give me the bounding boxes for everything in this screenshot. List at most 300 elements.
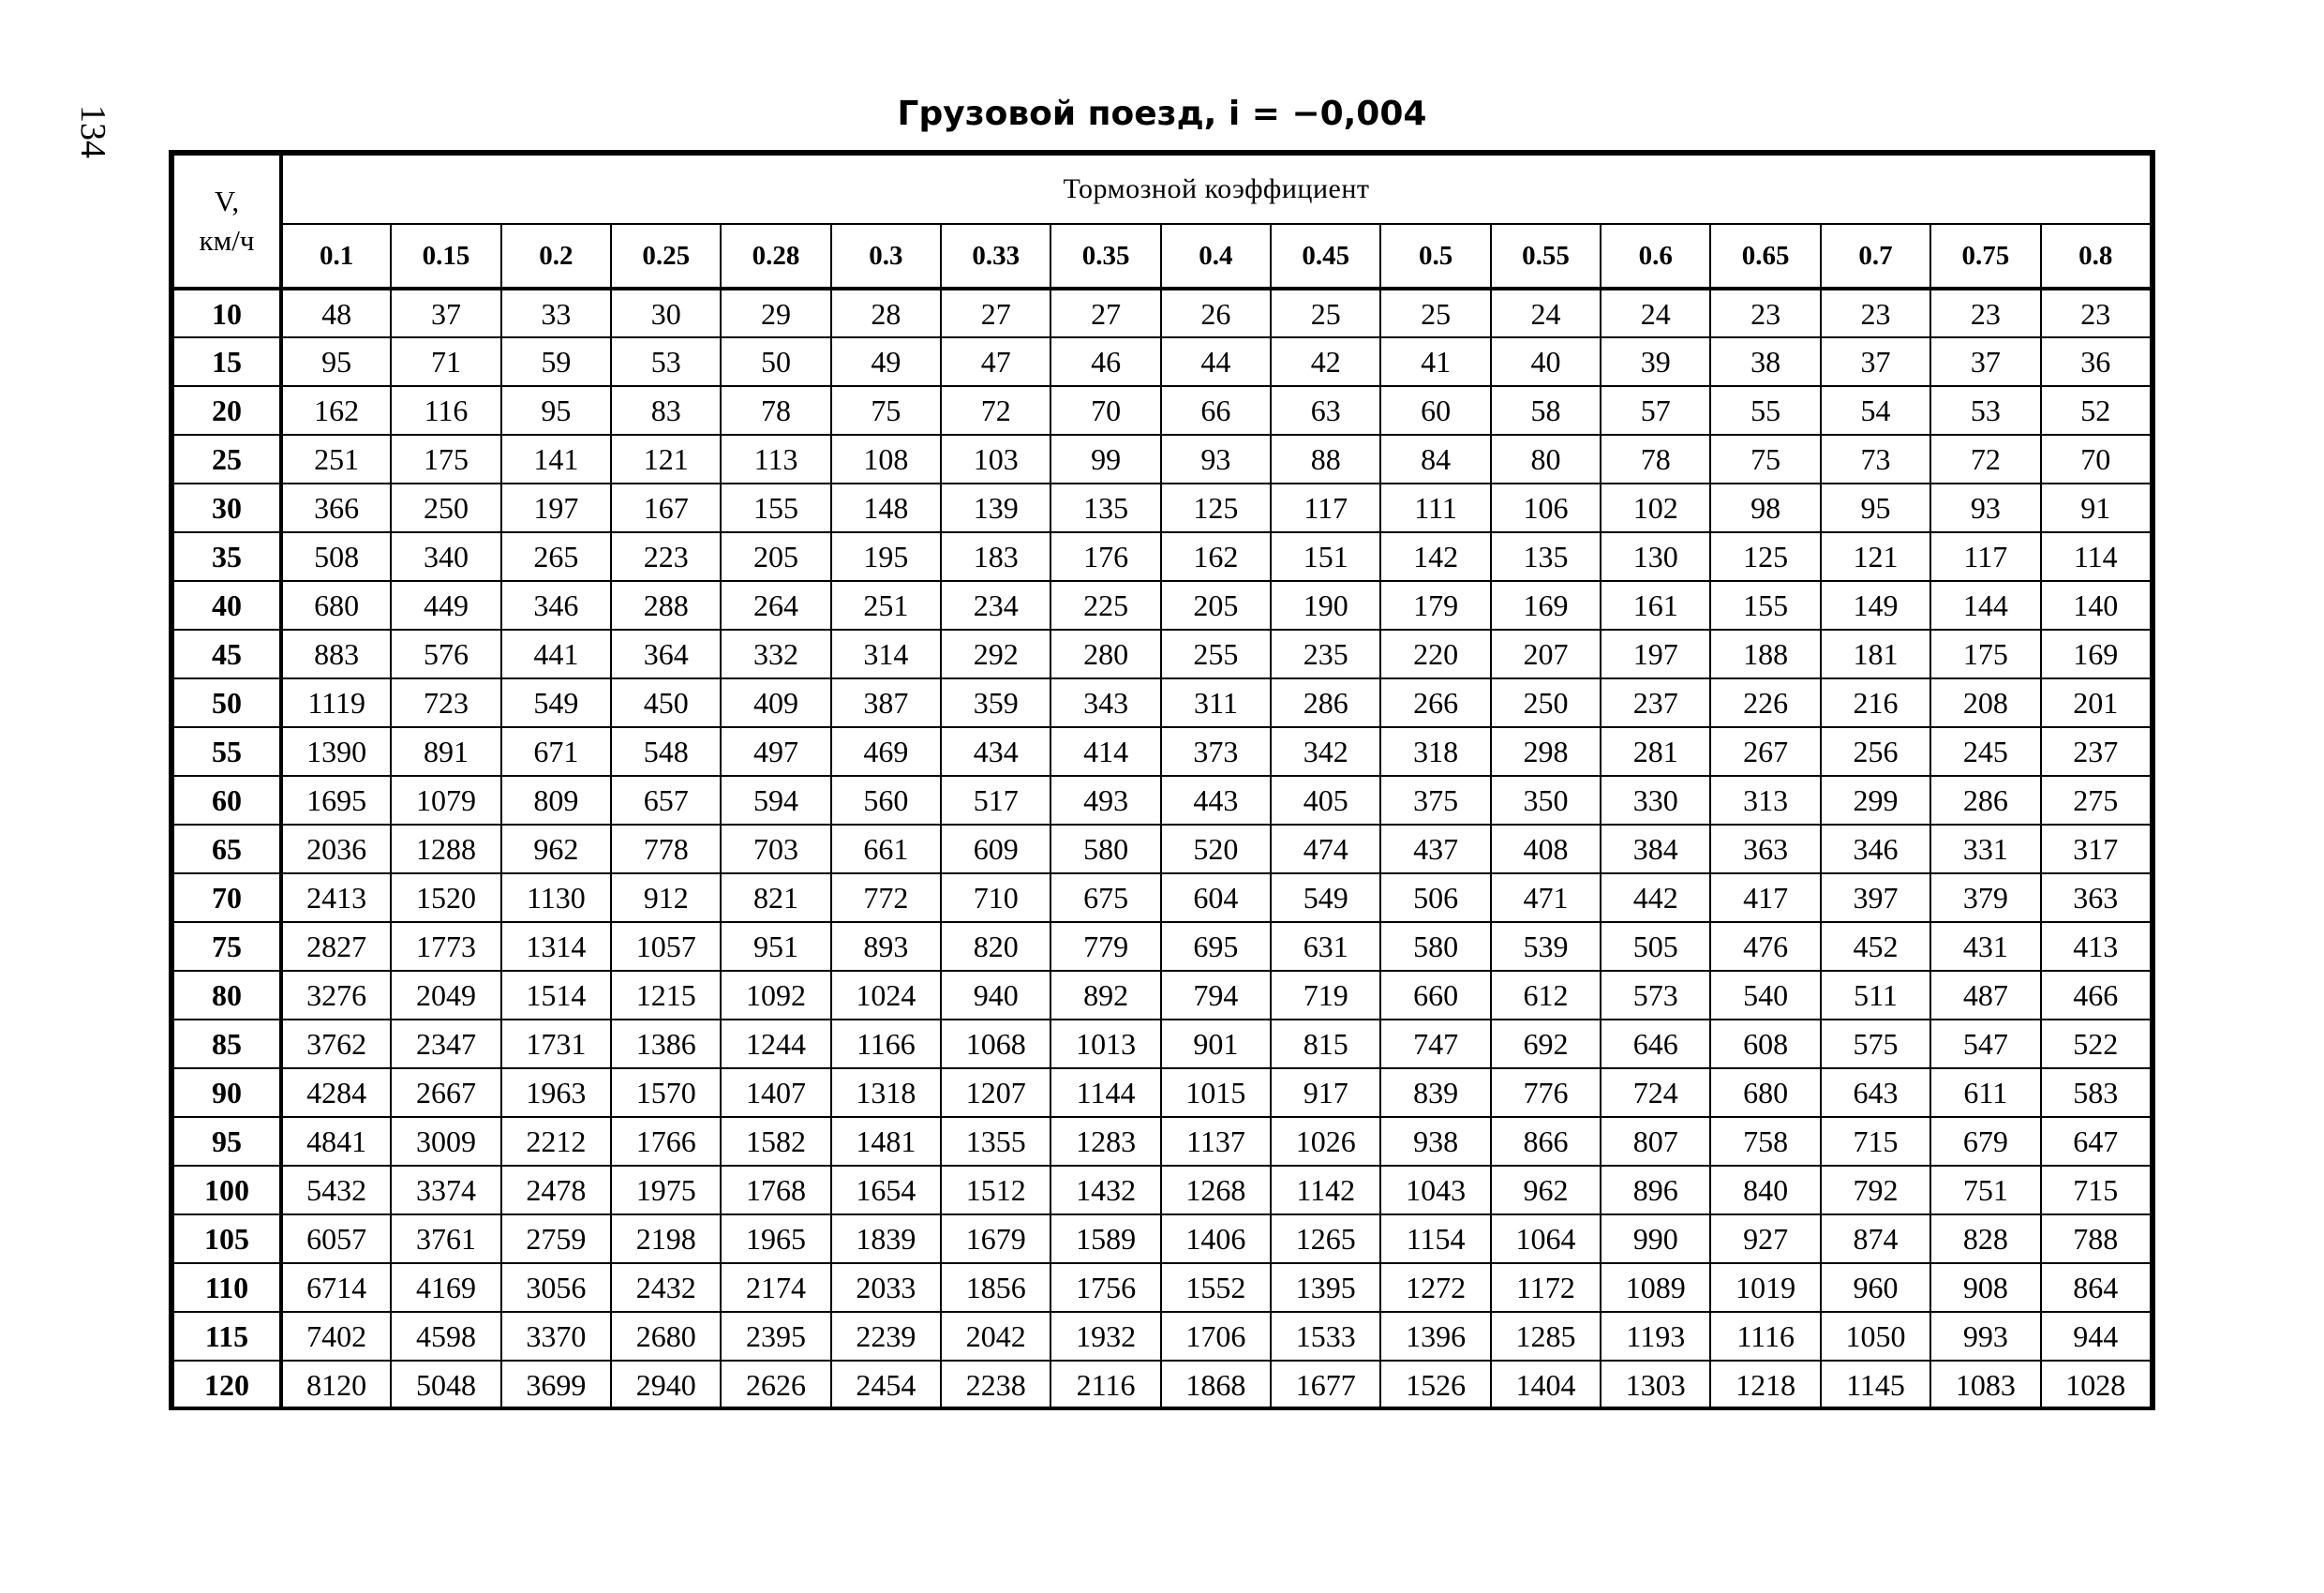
value-cell: 1268 (1161, 1166, 1271, 1214)
value-cell: 540 (1710, 971, 1820, 1020)
value-cell: 710 (941, 873, 1050, 922)
value-cell: 539 (1491, 922, 1601, 971)
value-cell: 318 (1380, 727, 1490, 776)
value-cell: 431 (1930, 922, 2040, 971)
value-cell: 179 (1380, 581, 1490, 630)
value-cell: 1068 (941, 1020, 1050, 1068)
value-cell: 24 (1601, 289, 1710, 337)
value-cell: 281 (1601, 727, 1710, 776)
value-cell: 778 (611, 825, 721, 873)
value-cell: 286 (1930, 776, 2040, 825)
value-cell: 1520 (391, 873, 500, 922)
value-cell: 1130 (501, 873, 611, 922)
value-cell: 1432 (1050, 1166, 1160, 1214)
value-cell: 142 (1380, 532, 1490, 581)
value-cell: 114 (2041, 532, 2152, 581)
page-title: Грузовой поезд, i = −0,004 (897, 95, 1427, 133)
value-cell: 508 (281, 532, 391, 581)
table-row (173, 484, 2151, 532)
value-cell: 375 (1380, 776, 1490, 825)
value-cell: 864 (2041, 1263, 2152, 1312)
value-cell: 901 (1161, 1020, 1271, 1068)
value-cell: 183 (941, 532, 1050, 581)
value-cell: 2432 (611, 1263, 721, 1312)
value-cell: 266 (1380, 678, 1490, 727)
value-cell: 409 (721, 678, 830, 727)
value-cell: 821 (721, 873, 830, 922)
coefficient-header: 0.1 (281, 224, 391, 289)
value-cell: 108 (831, 435, 941, 484)
value-cell: 75 (1710, 435, 1820, 484)
coefficient-header: 0.33 (941, 224, 1050, 289)
value-cell: 506 (1380, 873, 1490, 922)
value-cell: 1533 (1271, 1312, 1380, 1361)
coefficient-header: 0.5 (1380, 224, 1490, 289)
value-cell: 962 (1491, 1166, 1601, 1214)
value-cell: 55 (1710, 386, 1820, 435)
value-cell: 267 (1710, 727, 1820, 776)
value-cell: 1142 (1271, 1166, 1380, 1214)
value-cell: 95 (281, 337, 391, 386)
value-cell: 237 (1601, 678, 1710, 727)
table-row (173, 873, 2151, 922)
value-cell: 5432 (281, 1166, 391, 1214)
value-cell: 1013 (1050, 1020, 1160, 1068)
coefficient-header: 0.55 (1491, 224, 1601, 289)
value-cell: 443 (1161, 776, 1271, 825)
value-cell: 549 (1271, 873, 1380, 922)
value-cell: 807 (1601, 1117, 1710, 1166)
value-cell: 1145 (1821, 1361, 1930, 1409)
table-row (173, 630, 2151, 678)
value-cell: 5048 (391, 1361, 500, 1409)
value-cell: 1166 (831, 1020, 941, 1068)
value-cell: 149 (1821, 581, 1930, 630)
value-cell: 298 (1491, 727, 1601, 776)
value-cell: 72 (941, 386, 1050, 435)
value-cell: 840 (1710, 1166, 1820, 1214)
value-cell: 2454 (831, 1361, 941, 1409)
value-cell: 1766 (611, 1117, 721, 1166)
value-cell: 28 (831, 289, 941, 337)
table-header (173, 155, 2151, 289)
value-cell: 715 (1821, 1117, 1930, 1166)
value-cell: 908 (1930, 1263, 2040, 1312)
value-cell: 441 (501, 630, 611, 678)
coefficient-header: 0.6 (1601, 224, 1710, 289)
table-row (173, 386, 2151, 435)
value-cell: 1050 (1821, 1312, 1930, 1361)
value-cell: 437 (1380, 825, 1490, 873)
value-cell: 50 (721, 337, 830, 386)
value-cell: 53 (611, 337, 721, 386)
value-cell: 23 (2041, 289, 2152, 337)
value-cell: 113 (721, 435, 830, 484)
value-cell: 1172 (1491, 1263, 1601, 1312)
value-cell: 1932 (1050, 1312, 1160, 1361)
value-cell: 256 (1821, 727, 1930, 776)
value-cell: 452 (1821, 922, 1930, 971)
value-cell: 2116 (1050, 1361, 1160, 1409)
value-cell: 1355 (941, 1117, 1050, 1166)
value-cell: 3761 (391, 1214, 500, 1263)
value-cell: 181 (1821, 630, 1930, 678)
value-cell: 3699 (501, 1361, 611, 1409)
speed-cell: 70 (173, 873, 281, 922)
value-cell: 1756 (1050, 1263, 1160, 1312)
value-cell: 1407 (721, 1068, 830, 1117)
value-cell: 794 (1161, 971, 1271, 1020)
value-cell: 41 (1380, 337, 1490, 386)
value-cell: 207 (1491, 630, 1601, 678)
value-cell: 37 (1821, 337, 1930, 386)
value-cell: 1288 (391, 825, 500, 873)
value-cell: 265 (501, 532, 611, 581)
value-cell: 944 (2041, 1312, 2152, 1361)
value-cell: 286 (1271, 678, 1380, 727)
value-cell: 779 (1050, 922, 1160, 971)
table-row (173, 1117, 2151, 1166)
value-cell: 938 (1380, 1117, 1490, 1166)
value-cell: 313 (1710, 776, 1820, 825)
value-cell: 2395 (721, 1312, 830, 1361)
value-cell: 208 (1930, 678, 2040, 727)
value-cell: 98 (1710, 484, 1820, 532)
value-cell: 1706 (1161, 1312, 1271, 1361)
speed-cell: 120 (173, 1361, 281, 1409)
coefficient-header: 0.35 (1050, 224, 1160, 289)
value-cell: 912 (611, 873, 721, 922)
value-cell: 42 (1271, 337, 1380, 386)
value-cell: 497 (721, 727, 830, 776)
value-cell: 3276 (281, 971, 391, 1020)
value-cell: 44 (1161, 337, 1271, 386)
table-row (173, 1312, 2151, 1361)
value-cell: 1582 (721, 1117, 830, 1166)
table-row (173, 776, 2151, 825)
speed-cell: 95 (173, 1117, 281, 1166)
value-cell: 176 (1050, 532, 1160, 581)
value-cell: 1079 (391, 776, 500, 825)
value-cell: 117 (1271, 484, 1380, 532)
value-cell: 548 (611, 727, 721, 776)
value-cell: 275 (2041, 776, 2152, 825)
braking-distance-table (172, 154, 2152, 1410)
value-cell: 1318 (831, 1068, 941, 1117)
value-cell: 37 (1930, 337, 2040, 386)
value-cell: 723 (391, 678, 500, 727)
value-cell: 280 (1050, 630, 1160, 678)
value-cell: 70 (1050, 386, 1160, 435)
value-cell: 162 (281, 386, 391, 435)
value-cell: 927 (1710, 1214, 1820, 1263)
value-cell: 520 (1161, 825, 1271, 873)
value-cell: 583 (2041, 1068, 2152, 1117)
value-cell: 1406 (1161, 1214, 1271, 1263)
value-cell: 692 (1491, 1020, 1601, 1068)
value-cell: 78 (721, 386, 830, 435)
value-cell: 2198 (611, 1214, 721, 1263)
value-cell: 317 (2041, 825, 2152, 873)
value-cell: 747 (1380, 1020, 1490, 1068)
speed-cell: 25 (173, 435, 281, 484)
coefficient-header: 0.7 (1821, 224, 1930, 289)
value-cell: 951 (721, 922, 830, 971)
value-cell: 517 (941, 776, 1050, 825)
value-cell: 155 (721, 484, 830, 532)
table-body (173, 289, 2151, 1409)
coefficient-header: 0.28 (721, 224, 830, 289)
value-cell: 130 (1601, 532, 1710, 581)
value-cell: 47 (941, 337, 1050, 386)
coefficient-header: 0.65 (1710, 224, 1820, 289)
value-cell: 4169 (391, 1263, 500, 1312)
value-cell: 893 (831, 922, 941, 971)
value-cell: 140 (2041, 581, 2152, 630)
value-cell: 611 (1930, 1068, 2040, 1117)
value-cell: 288 (611, 581, 721, 630)
value-cell: 1975 (611, 1166, 721, 1214)
table-row (173, 435, 2151, 484)
value-cell: 46 (1050, 337, 1160, 386)
value-cell: 84 (1380, 435, 1490, 484)
speed-cell: 110 (173, 1263, 281, 1312)
value-cell: 679 (1930, 1117, 2040, 1166)
value-cell: 40 (1491, 337, 1601, 386)
value-cell: 38 (1710, 337, 1820, 386)
value-cell: 169 (2041, 630, 2152, 678)
value-cell: 111 (1380, 484, 1490, 532)
value-cell: 575 (1821, 1020, 1930, 1068)
value-cell: 195 (831, 532, 941, 581)
value-cell: 580 (1050, 825, 1160, 873)
value-cell: 2036 (281, 825, 391, 873)
value-cell: 1395 (1271, 1263, 1380, 1312)
value-cell: 27 (1050, 289, 1160, 337)
value-cell: 363 (2041, 873, 2152, 922)
value-cell: 560 (831, 776, 941, 825)
value-cell: 1404 (1491, 1361, 1601, 1409)
value-cell: 671 (501, 727, 611, 776)
speed-cell: 115 (173, 1312, 281, 1361)
value-cell: 144 (1930, 581, 2040, 630)
value-cell: 234 (941, 581, 1050, 630)
value-cell: 476 (1710, 922, 1820, 971)
value-cell: 359 (941, 678, 1050, 727)
value-cell: 121 (611, 435, 721, 484)
speed-cell: 15 (173, 337, 281, 386)
value-cell: 414 (1050, 727, 1160, 776)
value-cell: 190 (1271, 581, 1380, 630)
value-cell: 2827 (281, 922, 391, 971)
value-cell: 330 (1601, 776, 1710, 825)
value-cell: 547 (1930, 1020, 2040, 1068)
value-cell: 332 (721, 630, 830, 678)
speed-cell: 100 (173, 1166, 281, 1214)
value-cell: 1390 (281, 727, 391, 776)
value-cell: 680 (281, 581, 391, 630)
value-cell: 1283 (1050, 1117, 1160, 1166)
value-cell: 75 (831, 386, 941, 435)
value-cell: 197 (1601, 630, 1710, 678)
value-cell: 58 (1491, 386, 1601, 435)
value-cell: 235 (1271, 630, 1380, 678)
coefficient-header: 0.75 (1930, 224, 2040, 289)
value-cell: 49 (831, 337, 941, 386)
value-cell: 226 (1710, 678, 1820, 727)
value-cell: 78 (1601, 435, 1710, 484)
value-cell: 474 (1271, 825, 1380, 873)
value-cell: 314 (831, 630, 941, 678)
value-cell: 1768 (721, 1166, 830, 1214)
value-cell: 675 (1050, 873, 1160, 922)
table-row (173, 922, 2151, 971)
value-cell: 408 (1491, 825, 1601, 873)
value-cell: 80 (1491, 435, 1601, 484)
value-cell: 608 (1710, 1020, 1820, 1068)
value-cell: 715 (2041, 1166, 2152, 1214)
value-cell: 1963 (501, 1068, 611, 1117)
value-cell: 23 (1930, 289, 2040, 337)
value-cell: 292 (941, 630, 1050, 678)
value-cell: 493 (1050, 776, 1160, 825)
value-cell: 201 (2041, 678, 2152, 727)
value-cell: 788 (2041, 1214, 2152, 1263)
value-cell: 2238 (941, 1361, 1050, 1409)
value-cell: 1043 (1380, 1166, 1490, 1214)
value-cell: 91 (2041, 484, 2152, 532)
value-cell: 25 (1380, 289, 1490, 337)
value-cell: 505 (1601, 922, 1710, 971)
value-cell: 340 (391, 532, 500, 581)
value-cell: 469 (831, 727, 941, 776)
value-cell: 2033 (831, 1263, 941, 1312)
value-cell: 220 (1380, 630, 1490, 678)
value-cell: 1089 (1601, 1263, 1710, 1312)
value-cell: 4284 (281, 1068, 391, 1117)
value-cell: 661 (831, 825, 941, 873)
value-cell: 57 (1601, 386, 1710, 435)
value-cell: 343 (1050, 678, 1160, 727)
value-cell: 580 (1380, 922, 1490, 971)
value-cell: 2413 (281, 873, 391, 922)
value-cell: 23 (1710, 289, 1820, 337)
value-cell: 442 (1601, 873, 1710, 922)
value-cell: 24 (1491, 289, 1601, 337)
value-cell: 1514 (501, 971, 611, 1020)
value-cell: 1773 (391, 922, 500, 971)
value-cell: 26 (1161, 289, 1271, 337)
value-cell: 299 (1821, 776, 1930, 825)
value-cell: 466 (2041, 971, 2152, 1020)
value-cell: 1965 (721, 1214, 830, 1263)
value-cell: 1026 (1271, 1117, 1380, 1166)
value-cell: 1679 (941, 1214, 1050, 1263)
value-cell: 250 (391, 484, 500, 532)
value-cell: 1015 (1161, 1068, 1271, 1117)
value-cell: 30 (611, 289, 721, 337)
value-cell: 27 (941, 289, 1050, 337)
value-cell: 53 (1930, 386, 2040, 435)
value-cell: 197 (501, 484, 611, 532)
value-cell: 66 (1161, 386, 1271, 435)
value-cell: 331 (1930, 825, 2040, 873)
value-cell: 141 (501, 435, 611, 484)
value-cell: 7402 (281, 1312, 391, 1361)
coefficient-header: 0.3 (831, 224, 941, 289)
value-cell: 3370 (501, 1312, 611, 1361)
value-cell: 59 (501, 337, 611, 386)
table-row (173, 1166, 2151, 1214)
value-cell: 594 (721, 776, 830, 825)
value-cell: 962 (501, 825, 611, 873)
speed-cell: 45 (173, 630, 281, 678)
value-cell: 36 (2041, 337, 2152, 386)
value-cell: 125 (1710, 532, 1820, 581)
value-cell: 1116 (1710, 1312, 1820, 1361)
value-cell: 255 (1161, 630, 1271, 678)
coefficient-header: 0.25 (611, 224, 721, 289)
value-cell: 4841 (281, 1117, 391, 1166)
speed-cell: 80 (173, 971, 281, 1020)
value-cell: 1512 (941, 1166, 1050, 1214)
value-cell: 1024 (831, 971, 941, 1020)
value-cell: 940 (941, 971, 1050, 1020)
value-cell: 2347 (391, 1020, 500, 1068)
value-cell: 1481 (831, 1117, 941, 1166)
speed-cell: 30 (173, 484, 281, 532)
value-cell: 1092 (721, 971, 830, 1020)
value-cell: 363 (1710, 825, 1820, 873)
page-number: 134 (73, 105, 112, 158)
value-cell: 103 (941, 435, 1050, 484)
value-cell: 1218 (1710, 1361, 1820, 1409)
value-cell: 1314 (501, 922, 611, 971)
coefficient-header: 0.8 (2041, 224, 2152, 289)
value-cell: 1695 (281, 776, 391, 825)
value-cell: 487 (1930, 971, 2040, 1020)
value-cell: 647 (2041, 1117, 2152, 1166)
value-cell: 135 (1050, 484, 1160, 532)
value-cell: 413 (2041, 922, 2152, 971)
value-cell: 175 (391, 435, 500, 484)
value-cell: 6714 (281, 1263, 391, 1312)
coefficient-header: 0.45 (1271, 224, 1380, 289)
value-cell: 1839 (831, 1214, 941, 1263)
value-cell: 121 (1821, 532, 1930, 581)
value-cell: 60 (1380, 386, 1490, 435)
value-cell: 342 (1271, 727, 1380, 776)
value-cell: 1064 (1491, 1214, 1601, 1263)
value-cell: 251 (831, 581, 941, 630)
value-cell: 2212 (501, 1117, 611, 1166)
value-cell: 892 (1050, 971, 1160, 1020)
value-cell: 511 (1821, 971, 1930, 1020)
value-cell: 237 (2041, 727, 2152, 776)
value-cell: 264 (721, 581, 830, 630)
value-cell: 250 (1491, 678, 1601, 727)
speed-header-unit: км/ч (199, 224, 255, 257)
value-cell: 99 (1050, 435, 1160, 484)
speed-cell: 60 (173, 776, 281, 825)
coefficient-header: 0.2 (501, 224, 611, 289)
value-cell: 990 (1601, 1214, 1710, 1263)
value-cell: 1265 (1271, 1214, 1380, 1263)
value-cell: 1144 (1050, 1068, 1160, 1117)
value-cell: 73 (1821, 435, 1930, 484)
value-cell: 604 (1161, 873, 1271, 922)
table-row (173, 678, 2151, 727)
